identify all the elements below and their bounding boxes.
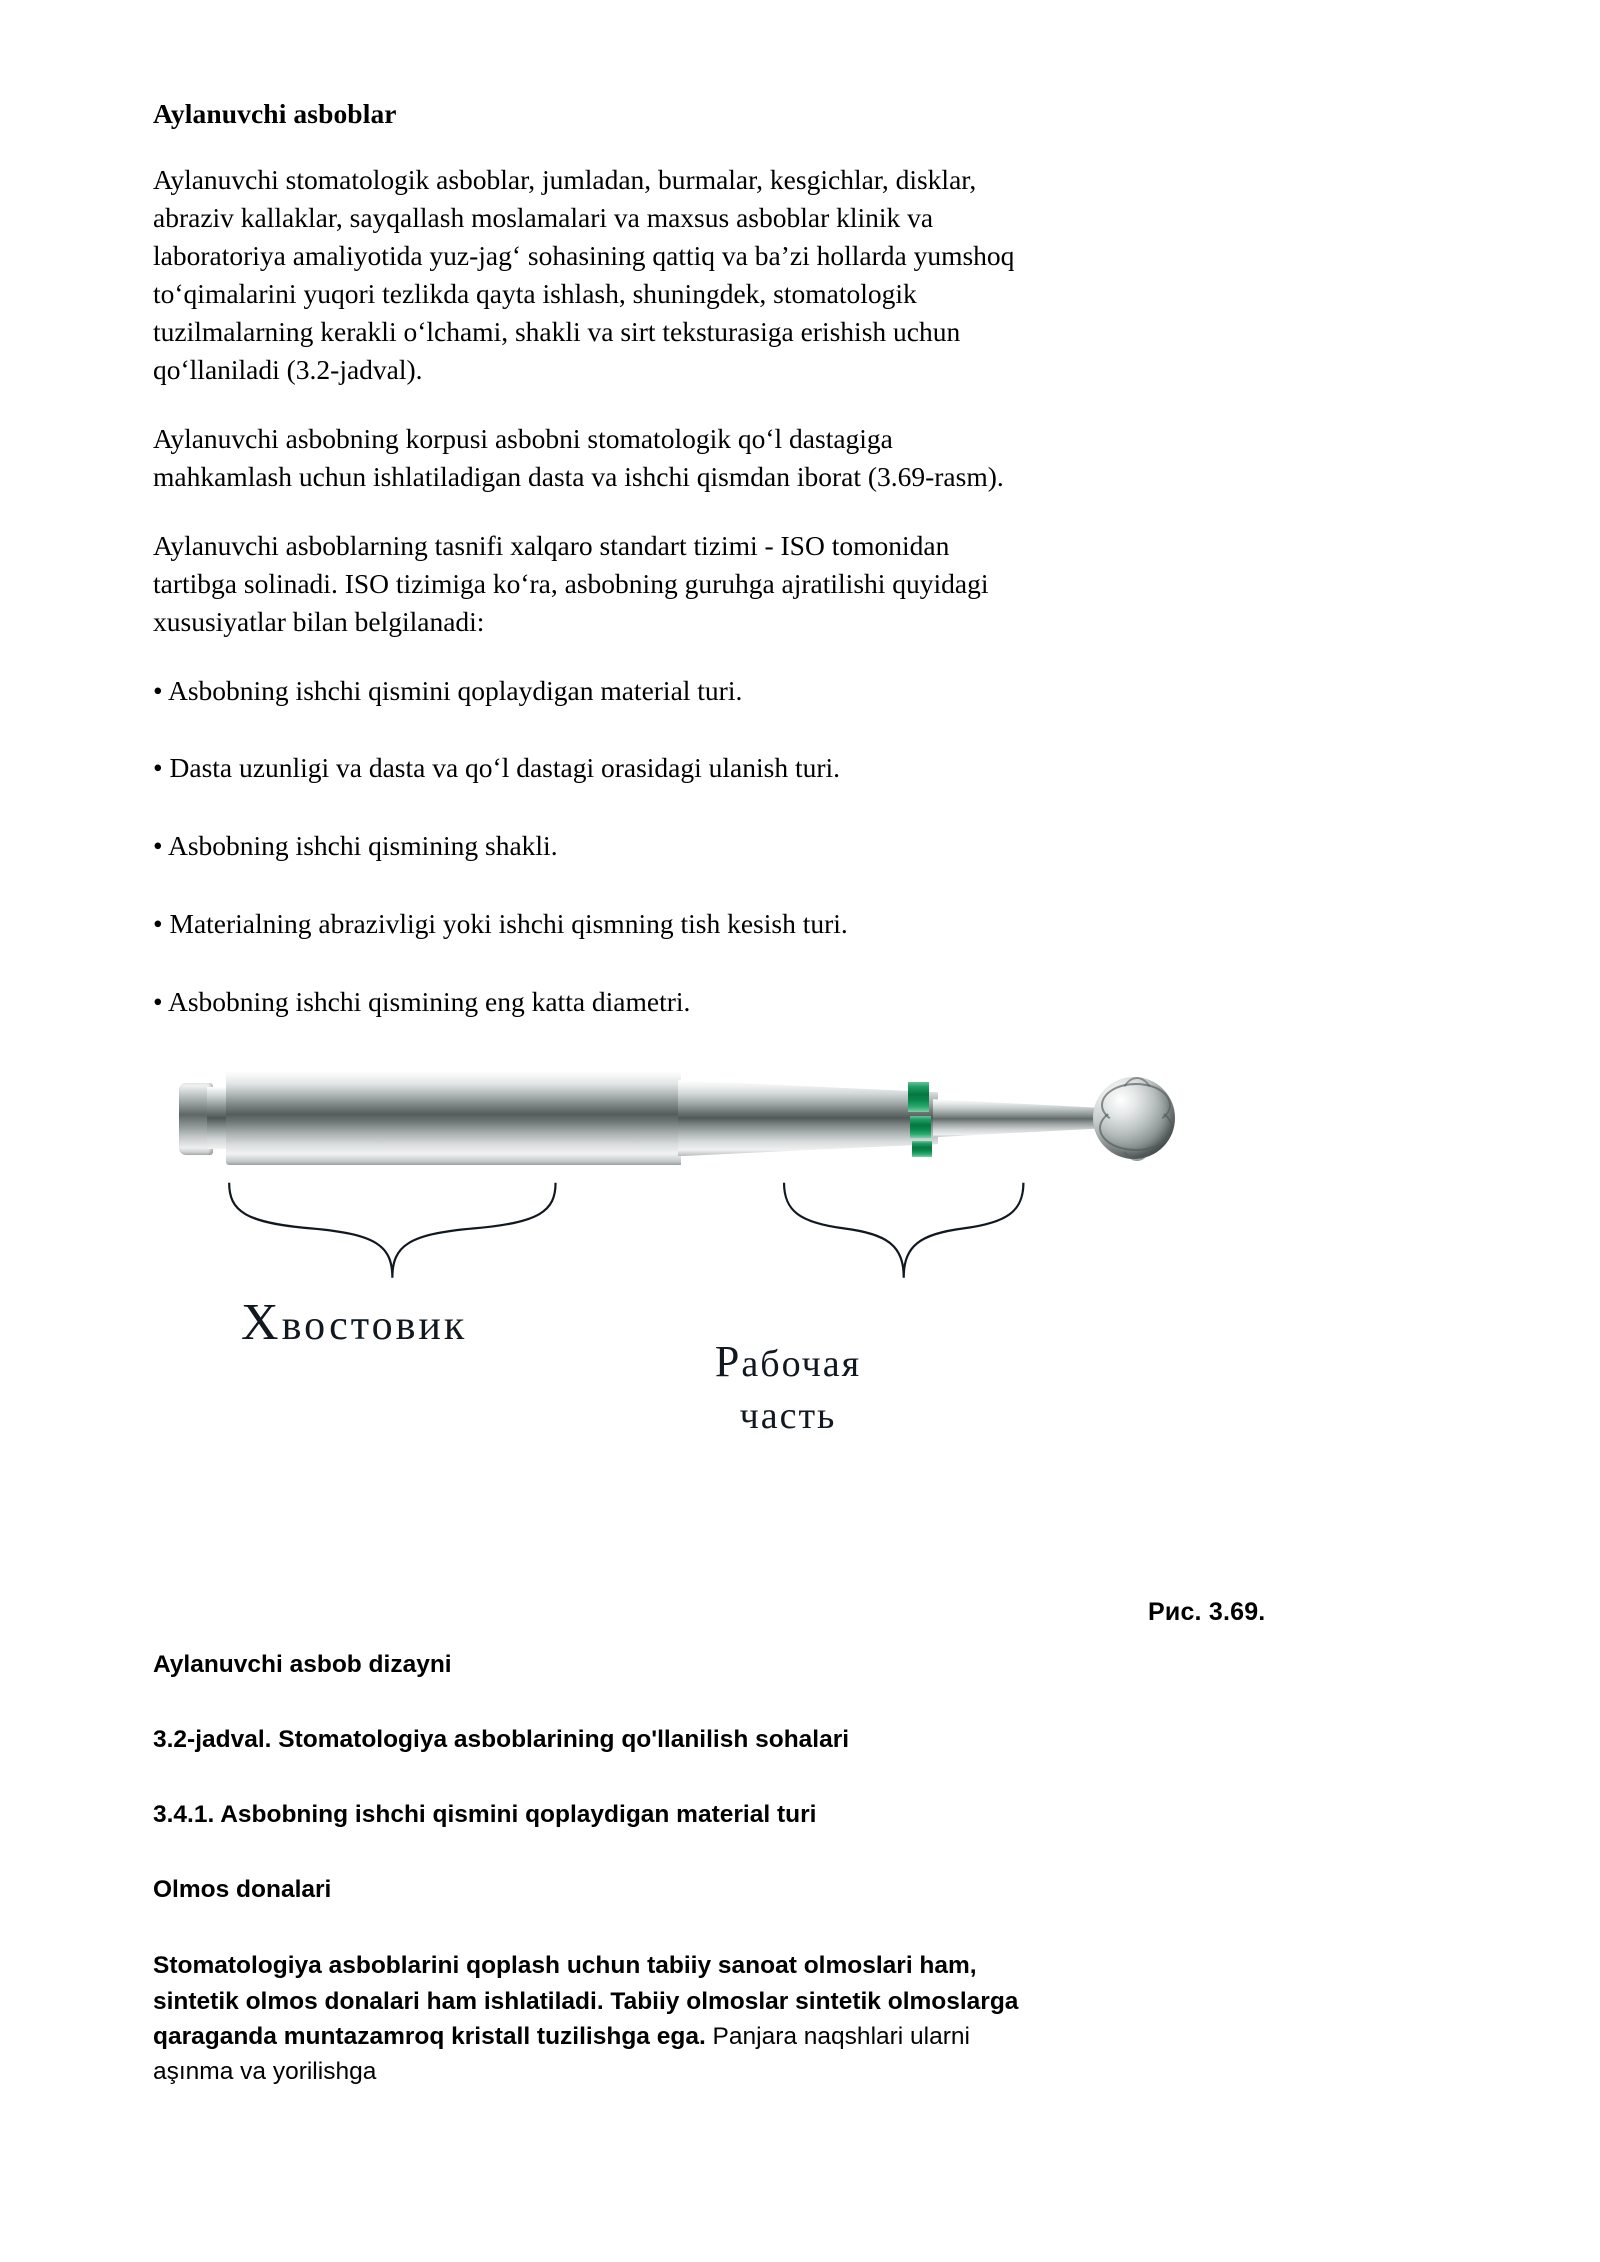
table-heading: 3.2-jadval. Stomatologiya asboblarining qo'llanilish sohalari [153,1726,850,1754]
figure-label-shank [241,1293,467,1352]
document-body [153,96,1023,1511]
color-code-band-icon [908,1082,929,1112]
bur-taper [678,1080,938,1156]
list-item: • Dasta uzunligi va dasta va qo‘l dastagi orasidagi ulanish turi. [153,752,841,784]
brace-shank [229,1183,555,1278]
brace-working-part [784,1183,1023,1278]
bur-neck [933,1099,1108,1137]
bur-flute-icon [1115,1077,1159,1161]
subsection-heading: 3.4.1. Asbobning ishchi qismini qoplaydigan material turi [153,1801,817,1829]
paragraph-intro: Aylanuvchi stomatologik asboblar, jumladan, burmalar, kesgichlar, disklar, abraziv kallaklar, sayqallash moslamalari va maxsus asboblar klinik va laboratoriya amaliyotida yuz-jag‘ sohasining qattiq va ba’zi hollarda yumshoq to‘qimalarini yuqori tezlikda qayta ishlash, shuningdek, stomatologik tuzilmalarning kerakli o‘lchami, shakli va sirt teksturasiga erishish uchun qo‘llaniladi (3.2-jadval). [153,164,1015,385]
figure-label-shank-capital: Х [241,1294,282,1352]
color-code-band-icon [910,1116,931,1138]
figure-label-working-line2: часть [739,1395,837,1438]
closing-paragraph [153,1948,1033,2089]
dental-bur-illustration [163,1061,1043,1191]
closing-paragraph-bold: Stomatologiya asboblarini qoplash uchun tabiiy sanoat olmoslari ham, sintetik olmos donalari ham ishlatiladi. Tabiiy olmoslar sintetik olmoslarga qaraganda muntazamroq kristall tuzilishga ega. [153,1952,1019,2050]
figure-rotary-instrument [153,1061,1033,1511]
figure-label-working-capital: Р [714,1337,742,1387]
list-item: • Asbobning ishchi qismining eng katta diametri. [153,986,691,1018]
page-title: Aylanuvchi asboblar [153,98,397,129]
figure-label-working-rest: абочая [741,1343,862,1386]
paragraph-iso-classification: Aylanuvchi asboblarning tasnifi xalqaro standart tizimi - ISO tomonidan tartibga solinadi. ISO tizimiga ko‘ra, asbobning guruhga ajratilishi quyidagi xususiyatlar bilan belgilanadi: [153,529,989,637]
document-lower-body [153,1648,1033,2089]
bur-shank-body [226,1071,681,1165]
figure-number: Рис. 3.69. [1148,1598,1266,1626]
list-item: • Asbobning ishchi qismini qoplaydigan material turi. [153,674,743,706]
figure-braces [153,1179,1033,1294]
topic-heading: Olmos donalari [153,1876,332,1904]
paragraph-body-structure: Aylanuvchi asbobning korpusi asbobni stomatologik qo‘l dastagiga mahkamlash uchun ishlatiladigan dasta va ishchi qismdan iborat (3.69-rasm). [153,422,1004,492]
figure-label-shank-rest: востовик [281,1303,468,1350]
figure-caption: Aylanuvchi asbob dizayni [153,1651,452,1678]
figure-label-working-part [653,1333,923,1441]
color-code-band-icon [912,1141,932,1157]
closing-paragraph-regular: Panjara naqshlari ularni aşınma va yorilishga [153,2022,970,2086]
list-item: • Asbobning ishchi qismining shakli. [153,830,558,862]
list-item: • Materialning abrazivligi yoki ishchi qismning tish kesish turi. [153,908,848,940]
